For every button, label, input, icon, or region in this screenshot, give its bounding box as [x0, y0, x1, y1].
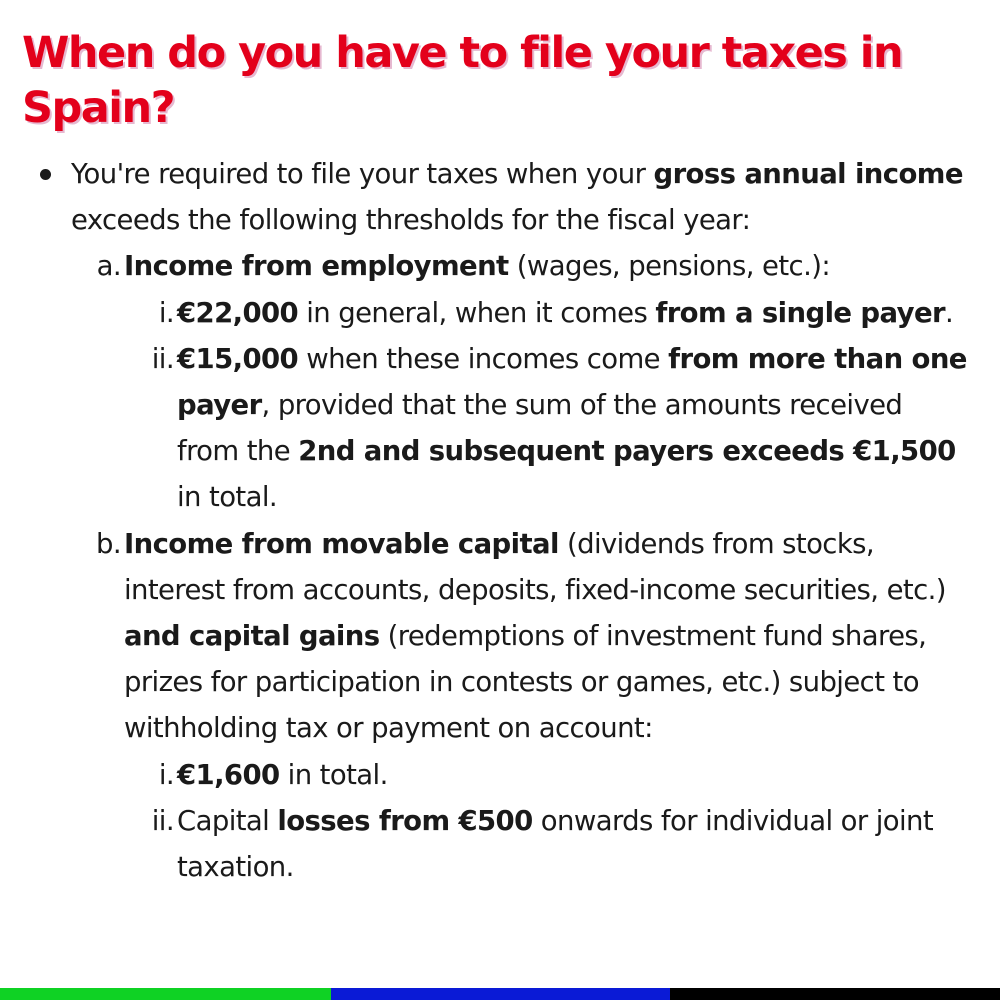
a-text: (wages, pensions, etc.):	[508, 250, 831, 283]
a-i-text-2: .	[944, 296, 954, 329]
list-item-a-ii	[0, 336, 1000, 521]
footer-bar-green	[0, 988, 331, 1000]
a-ii-bold-amount: €15,000	[177, 342, 299, 375]
bullet-dot-icon	[40, 169, 51, 180]
list-marker-b-ii: ii.	[151, 804, 174, 837]
bullet-item-intro	[0, 151, 1000, 243]
b-bold-capital-gains: and capital gains	[124, 620, 380, 653]
b-text-1: (dividends from stocks, interest from accounts, deposits, fixed-income securities, etc.)	[124, 527, 946, 606]
b-text-2: (redemptions of investment fund shares, prizes for participation in contests or games, etc.) subject to withholding tax or payment on account:	[124, 620, 927, 745]
b-bold-movable-capital: Income from movable capital	[124, 527, 559, 560]
a-ii-text-2: , provided that the sum of the amounts received from the	[177, 389, 903, 468]
a-ii-bold-more-than-one-payer: from more than one payer	[177, 342, 967, 422]
list-marker-a-i: i.	[158, 296, 174, 329]
footer-bar-blue	[331, 988, 670, 1000]
a-bold-employment: Income from employment	[124, 250, 509, 283]
a-ii-text-1: when these incomes come	[298, 342, 669, 375]
list-marker-a-ii: ii.	[151, 342, 174, 375]
footer-bar-black	[670, 988, 1000, 1000]
b-ii-text-1: Capital	[177, 804, 278, 837]
b-i-bold-amount: €1,600	[177, 758, 280, 791]
list-marker-a: a.	[96, 250, 121, 283]
b-ii-bold-losses: losses from €500	[277, 804, 533, 837]
list-item-b	[0, 521, 1000, 752]
a-i-bold-single-payer: from a single payer	[655, 296, 945, 329]
intro-bold-gross-annual-income: gross annual income	[653, 158, 963, 190]
list-item-a-i	[0, 290, 1000, 336]
footer-color-bar	[0, 988, 1000, 1000]
list-item-b-i	[0, 752, 1000, 798]
b-ii-text-2: onwards for individual or joint taxation.	[177, 804, 934, 884]
page-title: When do you have to file your taxes in Spain?	[22, 28, 903, 133]
intro-text-1: You're required to file your taxes when your	[71, 158, 654, 190]
list-marker-b: b.	[96, 527, 121, 560]
a-i-bold-amount: €22,000	[177, 296, 299, 329]
list-item-a	[0, 243, 1000, 289]
intro-text-2: exceeds the following thresholds for the fiscal year:	[71, 204, 751, 237]
content	[0, 151, 1000, 890]
a-ii-text-3: in total.	[177, 481, 278, 514]
a-i-text-1: in general, when it comes	[298, 296, 656, 329]
b-i-text: in total.	[279, 758, 388, 791]
list-item-b-ii	[0, 798, 1000, 890]
a-ii-bold-subsequent-payers: 2nd and subsequent payers exceeds €1,500	[298, 435, 956, 468]
list-marker-b-i: i.	[158, 758, 174, 791]
